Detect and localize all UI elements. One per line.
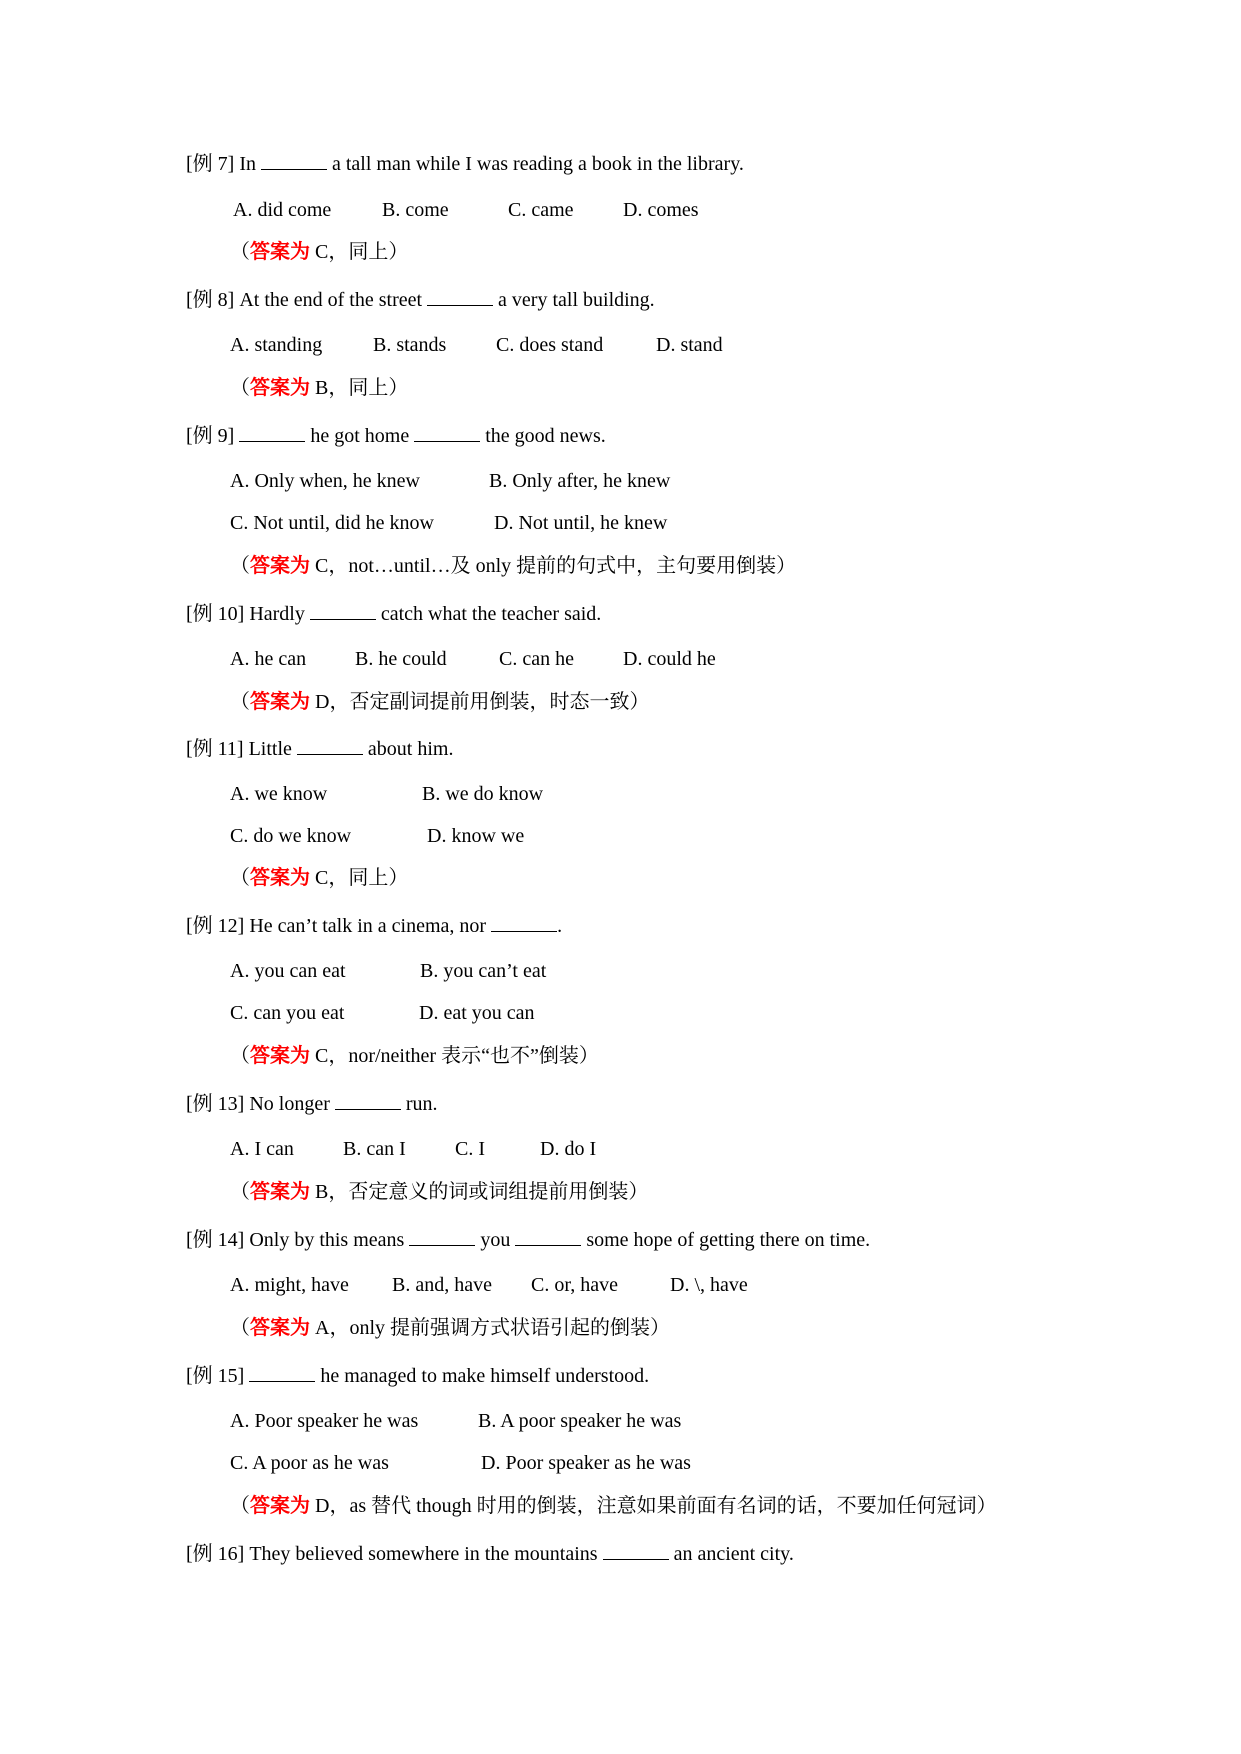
- answer-blank: [297, 736, 363, 755]
- question-text: he managed to make himself understood.: [315, 1365, 650, 1387]
- question-text: about him.: [362, 738, 454, 760]
- answer-explanation: D，as 替代 though 时用的倒装，注意如果前面有名词的话，不要加任何冠词）: [310, 1495, 997, 1517]
- answer-label: 答案为: [250, 867, 310, 889]
- answer-blank: [239, 423, 305, 442]
- question-7: [186, 150, 744, 178]
- answer-label: 答案为: [250, 1045, 310, 1067]
- answer-13: （答案为 B，否定意义的词或词组提前用倒装）: [230, 1181, 649, 1203]
- question-text: [例 10] Hardly: [186, 603, 310, 625]
- question-text: an ancient city.: [668, 1543, 794, 1565]
- option-b: B. can I: [343, 1138, 406, 1160]
- question-text: [例 14] Only by this means: [186, 1229, 410, 1251]
- question-11: [186, 735, 453, 763]
- answer-11: （答案为 C，同上）: [230, 867, 409, 889]
- question-text: run.: [400, 1093, 438, 1115]
- answer-explanation: A，only 提前强调方式状语引起的倒装）: [310, 1317, 670, 1339]
- option-b: B. and, have: [392, 1274, 492, 1296]
- option-a: A. you can eat: [230, 960, 346, 982]
- answer-15: （答案为 D，as 替代 though 时用的倒装，注意如果前面有名词的话，不要加任何冠词）: [230, 1495, 997, 1517]
- option-d: D. Not until, he knew: [494, 512, 668, 534]
- option-c: C. do we know: [230, 825, 352, 847]
- answer-explanation: C，同上）: [310, 241, 409, 263]
- question-text: [例 11] Little: [186, 738, 297, 760]
- option-a: A. Only when, he knew: [230, 470, 420, 492]
- option-c: C. or, have: [531, 1274, 618, 1296]
- question-text: .: [557, 915, 563, 937]
- answer-blank: [409, 1227, 475, 1246]
- answer-explanation: C，同上）: [310, 867, 409, 889]
- question-text: [例 7] In: [186, 153, 261, 175]
- option-a: A. standing: [230, 334, 323, 356]
- answer-blank: [603, 1541, 669, 1560]
- answer-label: 答案为: [250, 1181, 310, 1203]
- answer-12: （答案为 C，nor/neither 表示“也不”倒装）: [230, 1045, 599, 1067]
- option-a: A. I can: [230, 1138, 294, 1160]
- question-text: [例 12] He can’t talk in a cinema, nor: [186, 915, 492, 937]
- option-d: D. eat you can: [419, 1002, 535, 1024]
- answer-14: （答案为 A，only 提前强调方式状语引起的倒装）: [230, 1317, 670, 1339]
- option-d: D. Poor speaker as he was: [481, 1452, 691, 1474]
- question-text: the good news.: [480, 425, 606, 447]
- answer-7: （答案为 C，同上）: [230, 241, 409, 263]
- answer-blank: [310, 601, 376, 620]
- question-10: [186, 600, 601, 628]
- answer-label: 答案为: [250, 1495, 310, 1517]
- question-text: [例 9]: [186, 425, 240, 447]
- answer-label: 答案为: [250, 377, 310, 399]
- option-b: B. A poor speaker he was: [478, 1410, 682, 1432]
- option-b: B. Only after, he knew: [489, 470, 671, 492]
- answer-blank: [249, 1363, 315, 1382]
- option-c: C. can you eat: [230, 1002, 345, 1024]
- option-d: D. \, have: [670, 1274, 748, 1296]
- option-a: A. we know: [230, 783, 328, 805]
- answer-blank: [414, 423, 480, 442]
- option-a: A. he can: [230, 648, 307, 670]
- question-13: [186, 1090, 438, 1118]
- option-d: D. could he: [623, 648, 716, 670]
- option-d: D. know we: [427, 825, 525, 847]
- question-12: [186, 912, 562, 940]
- answer-label: 答案为: [250, 241, 310, 263]
- answer-9: （答案为 C，not…until…及 only 提前的句式中，主句要用倒装）: [230, 555, 797, 577]
- option-a: A. Poor speaker he was: [230, 1410, 419, 1432]
- question-text: catch what the teacher said.: [375, 603, 602, 625]
- option-c: C. can he: [499, 648, 574, 670]
- question-15: [186, 1362, 649, 1390]
- question-text: you: [475, 1229, 516, 1251]
- option-d: D. do I: [540, 1138, 597, 1160]
- question-text: he got home: [305, 425, 415, 447]
- question-text: a very tall building.: [493, 289, 655, 311]
- question-text: [例 13] No longer: [186, 1093, 335, 1115]
- answer-label: 答案为: [250, 691, 310, 713]
- answer-blank: [261, 151, 327, 170]
- answer-explanation: C，nor/neither 表示“也不”倒装）: [310, 1045, 599, 1067]
- answer-blank: [491, 913, 557, 932]
- answer-explanation: C，not…until…及 only 提前的句式中，主句要用倒装）: [310, 555, 797, 577]
- option-c: C. Not until, did he know: [230, 512, 434, 534]
- option-a: A. might, have: [230, 1274, 349, 1296]
- question-14: [186, 1226, 870, 1254]
- question-text: a tall man while I was reading a book in the library.: [326, 153, 744, 175]
- option-c: C. does stand: [496, 334, 604, 356]
- answer-blank: [335, 1091, 401, 1110]
- option-b: B. he could: [355, 648, 447, 670]
- answer-explanation: D，否定副词提前用倒装，时态一致）: [310, 691, 650, 713]
- answer-8: （答案为 B，同上）: [230, 377, 409, 399]
- option-d: D. stand: [656, 334, 723, 356]
- question-text: [例 8] At the end of the street: [186, 289, 428, 311]
- answer-10: （答案为 D，否定副词提前用倒装，时态一致）: [230, 691, 650, 713]
- option-b: B. stands: [373, 334, 447, 356]
- answer-blank: [515, 1227, 581, 1246]
- option-b: B. we do know: [422, 783, 544, 805]
- option-c: C. A poor as he was: [230, 1452, 389, 1474]
- question-text: [例 16] They believed somewhere in the mountains: [186, 1543, 603, 1565]
- option-c: C. I: [455, 1138, 485, 1160]
- option-a: A. did come: [233, 199, 332, 221]
- option-b: B. come: [382, 199, 449, 221]
- question-text: some hope of getting there on time.: [581, 1229, 871, 1251]
- answer-blank: [427, 287, 493, 306]
- option-d: D. comes: [623, 199, 699, 221]
- option-b: B. you can’t eat: [420, 960, 547, 982]
- question-text: [例 15]: [186, 1365, 250, 1387]
- question-8: [186, 286, 655, 314]
- answer-label: 答案为: [250, 1317, 310, 1339]
- answer-explanation: B，否定意义的词或词组提前用倒装）: [310, 1181, 649, 1203]
- answer-explanation: B，同上）: [310, 377, 409, 399]
- question-9: [186, 422, 606, 450]
- option-c: C. came: [508, 199, 574, 221]
- answer-label: 答案为: [250, 555, 310, 577]
- question-16: [186, 1540, 794, 1568]
